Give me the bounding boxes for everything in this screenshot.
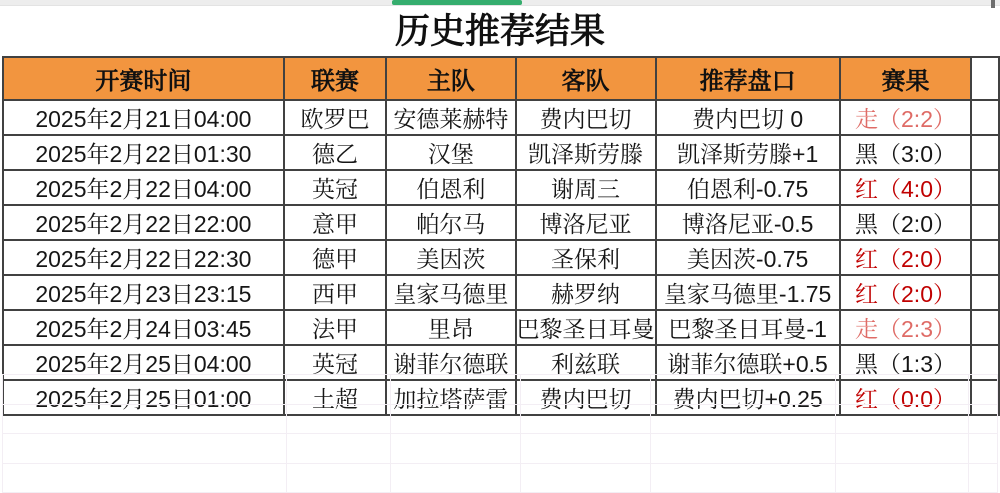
cell-handicap[interactable]: 皇家马德里-1.75 [656, 275, 840, 310]
empty-cell[interactable] [521, 463, 651, 493]
column-header-away[interactable]: 客队 [516, 57, 656, 100]
column-header-home[interactable]: 主队 [386, 57, 515, 100]
cell-result[interactable]: 红（0:0） [840, 380, 972, 415]
cell-result[interactable]: 走（2:2） [840, 100, 972, 135]
empty-cell[interactable] [287, 404, 391, 434]
cell-league[interactable]: 英冠 [284, 170, 386, 205]
empty-cell[interactable] [3, 404, 287, 434]
cell-handicap[interactable]: 巴黎圣日耳曼-1 [656, 310, 840, 345]
cell-result[interactable]: 黑（1:3） [840, 345, 972, 380]
cell-time[interactable]: 2025年2月24日03:45 [3, 310, 284, 345]
cell-spare[interactable] [971, 170, 999, 205]
cell-spare[interactable] [971, 275, 999, 310]
cell-home[interactable]: 安德莱赫特 [386, 100, 515, 135]
table-row [3, 135, 999, 170]
table-row [3, 275, 999, 310]
empty-cell[interactable] [391, 404, 521, 434]
cell-result[interactable]: 红（2:0） [840, 240, 972, 275]
cell-time[interactable]: 2025年2月22日22:00 [3, 205, 284, 240]
cell-home[interactable]: 皇家马德里 [386, 275, 515, 310]
header-row [3, 57, 999, 100]
cell-handicap[interactable]: 伯恩利-0.75 [656, 170, 840, 205]
cell-handicap[interactable]: 谢菲尔德联+0.5 [656, 345, 840, 380]
empty-cell[interactable] [3, 434, 287, 464]
cell-home[interactable]: 加拉塔萨雷 [386, 380, 515, 415]
empty-cell[interactable] [651, 463, 836, 493]
empty-cell[interactable] [287, 434, 391, 464]
cell-league[interactable]: 法甲 [284, 310, 386, 345]
cell-away[interactable]: 费内巴切 [516, 100, 656, 135]
cell-handicap[interactable]: 美因茨-0.75 [656, 240, 840, 275]
cell-spare[interactable] [971, 205, 999, 240]
column-header-result[interactable]: 赛果 [840, 57, 972, 100]
cell-league[interactable]: 德甲 [284, 240, 386, 275]
column-header-handicap[interactable]: 推荐盘口 [656, 57, 840, 100]
cell-handicap[interactable]: 博洛尼亚-0.5 [656, 205, 840, 240]
cell-home[interactable]: 美因茨 [386, 240, 515, 275]
cell-away[interactable]: 费内巴切 [516, 380, 656, 415]
cell-league[interactable]: 土超 [284, 380, 386, 415]
cell-time[interactable]: 2025年2月22日22:30 [3, 240, 284, 275]
empty-row [3, 434, 998, 464]
empty-cell[interactable] [651, 404, 836, 434]
cell-time[interactable]: 2025年2月25日01:00 [3, 380, 284, 415]
empty-row [3, 375, 998, 405]
cell-time[interactable]: 2025年2月23日23:15 [3, 275, 284, 310]
cell-result[interactable]: 红（4:0） [840, 170, 972, 205]
cell-result[interactable]: 黑（2:0） [840, 205, 972, 240]
empty-cell[interactable] [836, 375, 969, 405]
empty-cell[interactable] [651, 434, 836, 464]
cell-result[interactable]: 红（2:0） [840, 275, 972, 310]
table-row [3, 170, 999, 205]
cell-league[interactable]: 西甲 [284, 275, 386, 310]
cell-time[interactable]: 2025年2月25日04:00 [3, 345, 284, 380]
empty-grid-body [3, 375, 998, 493]
cell-handicap[interactable]: 凯泽斯劳滕+1 [656, 135, 840, 170]
empty-cell[interactable] [969, 434, 998, 464]
empty-cell[interactable] [836, 434, 969, 464]
cell-away[interactable]: 博洛尼亚 [516, 205, 656, 240]
results-table-header [3, 57, 999, 100]
table-row [3, 310, 999, 345]
cell-home[interactable]: 汉堡 [386, 135, 515, 170]
empty-cell[interactable] [836, 404, 969, 434]
cell-result[interactable]: 走（2:3） [840, 310, 972, 345]
results-table-body [3, 100, 999, 415]
cell-league[interactable]: 欧罗巴 [284, 100, 386, 135]
cell-home[interactable]: 谢菲尔德联 [386, 345, 515, 380]
empty-cell[interactable] [391, 463, 521, 493]
empty-cell[interactable] [3, 463, 287, 493]
empty-cell[interactable] [969, 375, 998, 405]
table-row [3, 240, 999, 275]
cell-handicap[interactable]: 费内巴切 0 [656, 100, 840, 135]
cell-away[interactable]: 谢周三 [516, 170, 656, 205]
empty-row [3, 404, 998, 434]
empty-cell[interactable] [969, 463, 998, 493]
empty-row [3, 463, 998, 493]
empty-cell[interactable] [391, 434, 521, 464]
column-header-time[interactable]: 开赛时间 [3, 57, 284, 100]
sheet-title: 历史推荐结果 [394, 12, 605, 51]
cell-time[interactable]: 2025年2月22日04:00 [3, 170, 284, 205]
empty-grid [2, 374, 998, 493]
cell-league[interactable]: 英冠 [284, 345, 386, 380]
table-row [3, 205, 999, 240]
cell-spare[interactable] [971, 310, 999, 345]
cell-league[interactable]: 意甲 [284, 205, 386, 240]
cell-away[interactable]: 赫罗纳 [516, 275, 656, 310]
cell-spare[interactable] [971, 100, 999, 135]
cell-home[interactable]: 伯恩利 [386, 170, 515, 205]
empty-cell[interactable] [969, 404, 998, 434]
cell-spare[interactable] [971, 240, 999, 275]
column-header-spare[interactable] [971, 57, 999, 100]
results-table [2, 56, 1000, 416]
empty-cell[interactable] [3, 375, 287, 405]
empty-cell[interactable] [521, 434, 651, 464]
empty-cell[interactable] [836, 463, 969, 493]
cell-time[interactable]: 2025年2月21日04:00 [3, 100, 284, 135]
cell-league[interactable]: 德乙 [284, 135, 386, 170]
empty-cell[interactable] [287, 375, 391, 405]
empty-cell[interactable] [287, 463, 391, 493]
empty-cell[interactable] [651, 375, 836, 405]
cell-away[interactable]: 凯泽斯劳滕 [516, 135, 656, 170]
cell-away[interactable]: 圣保利 [516, 240, 656, 275]
empty-cell[interactable] [521, 375, 651, 405]
cell-home[interactable]: 帕尔马 [386, 205, 515, 240]
empty-cell[interactable] [391, 375, 521, 405]
cell-time[interactable]: 2025年2月22日01:30 [3, 135, 284, 170]
cell-away[interactable]: 巴黎圣日耳曼 [516, 310, 656, 345]
cell-away[interactable]: 利兹联 [516, 345, 656, 380]
cell-spare[interactable] [971, 135, 999, 170]
cell-handicap[interactable]: 费内巴切+0.25 [656, 380, 840, 415]
cell-home[interactable]: 里昂 [386, 310, 515, 345]
cell-result[interactable]: 黑（3:0） [840, 135, 972, 170]
table-row [3, 100, 999, 135]
column-header-league[interactable]: 联赛 [284, 57, 386, 100]
empty-cell[interactable] [521, 404, 651, 434]
